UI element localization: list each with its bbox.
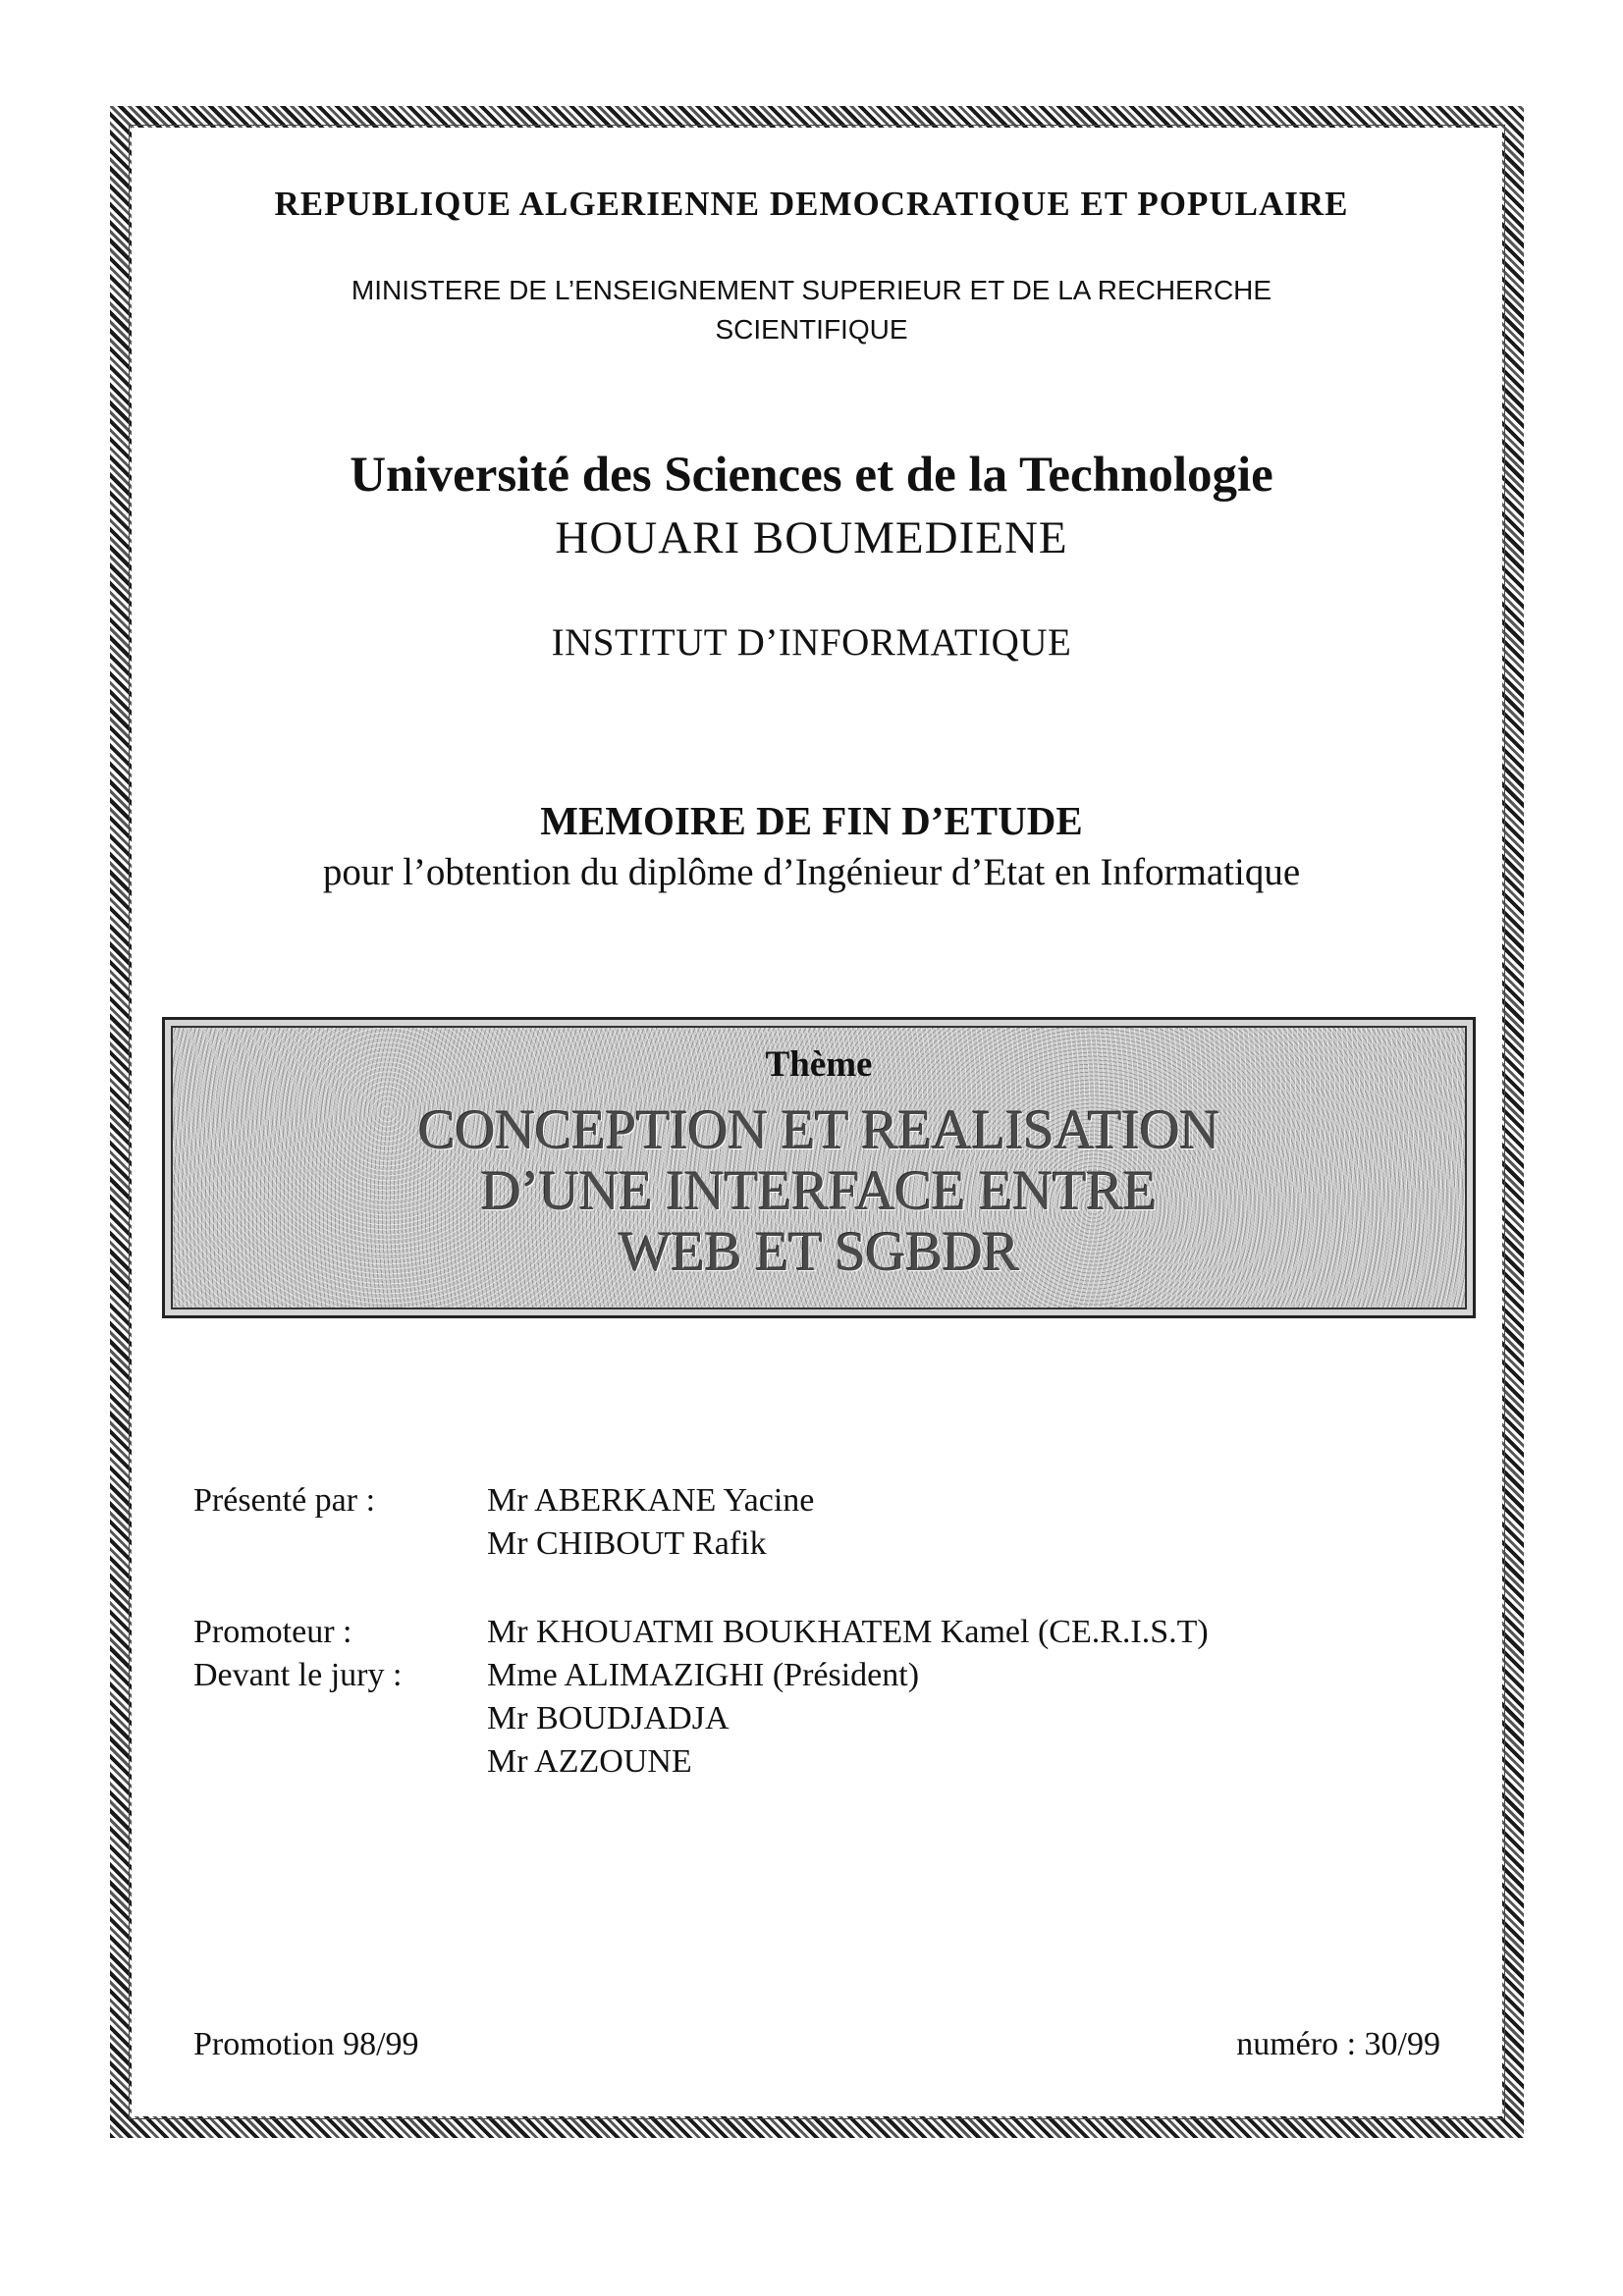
theme-title-line-2: D’UNE INTERFACE ENTRE [480,1160,1158,1222]
ministry-heading [0,271,1623,349]
theme-title [165,1100,1473,1283]
institut-name: INSTITUT D’INFORMATIQUE [551,621,1072,664]
theme-label: Thème [765,1044,873,1085]
theme-box [162,1017,1476,1318]
memoire-subtitle: pour l’obtention du diplôme d’Ingénieur d’Etat en Informatique [322,851,1301,893]
ministry-line-2: SCIENTIFIQUE [715,314,908,345]
promoteur-label: Promoteur : [193,1614,352,1650]
university-line-2: HOUARI BOUMEDIENE [555,512,1068,563]
promoteur-name: Mr KHOUATMI BOUKHATEM Kamel (CE.R.I.S.T) [487,1614,1209,1650]
presenter-name: Mr CHIBOUT Rafik [487,1525,767,1562]
republic-heading: REPUBLIQUE ALGERIENNE DEMOCRATIQUE ET POPULAIRE [274,185,1349,223]
theme-title-line-3: WEB ET SGBDR [619,1221,1019,1283]
presenter-name: Mr ABERKANE Yacine [487,1482,815,1519]
document-number: numéro : 30/99 [1236,2026,1440,2062]
promotion-year: Promotion 98/99 [193,2026,419,2062]
jury-label: Devant le jury : [193,1657,403,1693]
theme-title-line-1: CONCEPTION ET REALISATION [417,1099,1220,1161]
jury-member: Mr BOUDJADJA [487,1700,730,1736]
university-line-1: Université des Sciences et de la Technologie [350,448,1273,503]
jury-member: Mr AZZOUNE [487,1743,692,1780]
jury-member: Mme ALIMAZIGHI (Président) [487,1657,920,1693]
ministry-line-1: MINISTERE DE L’ENSEIGNEMENT SUPERIEUR ET DE LA RECHERCHE [351,275,1272,305]
presented-by-label: Présenté par : [193,1482,376,1519]
memoire-title: MEMOIRE DE FIN D’ETUDE [540,798,1083,843]
university-name [0,444,1623,569]
